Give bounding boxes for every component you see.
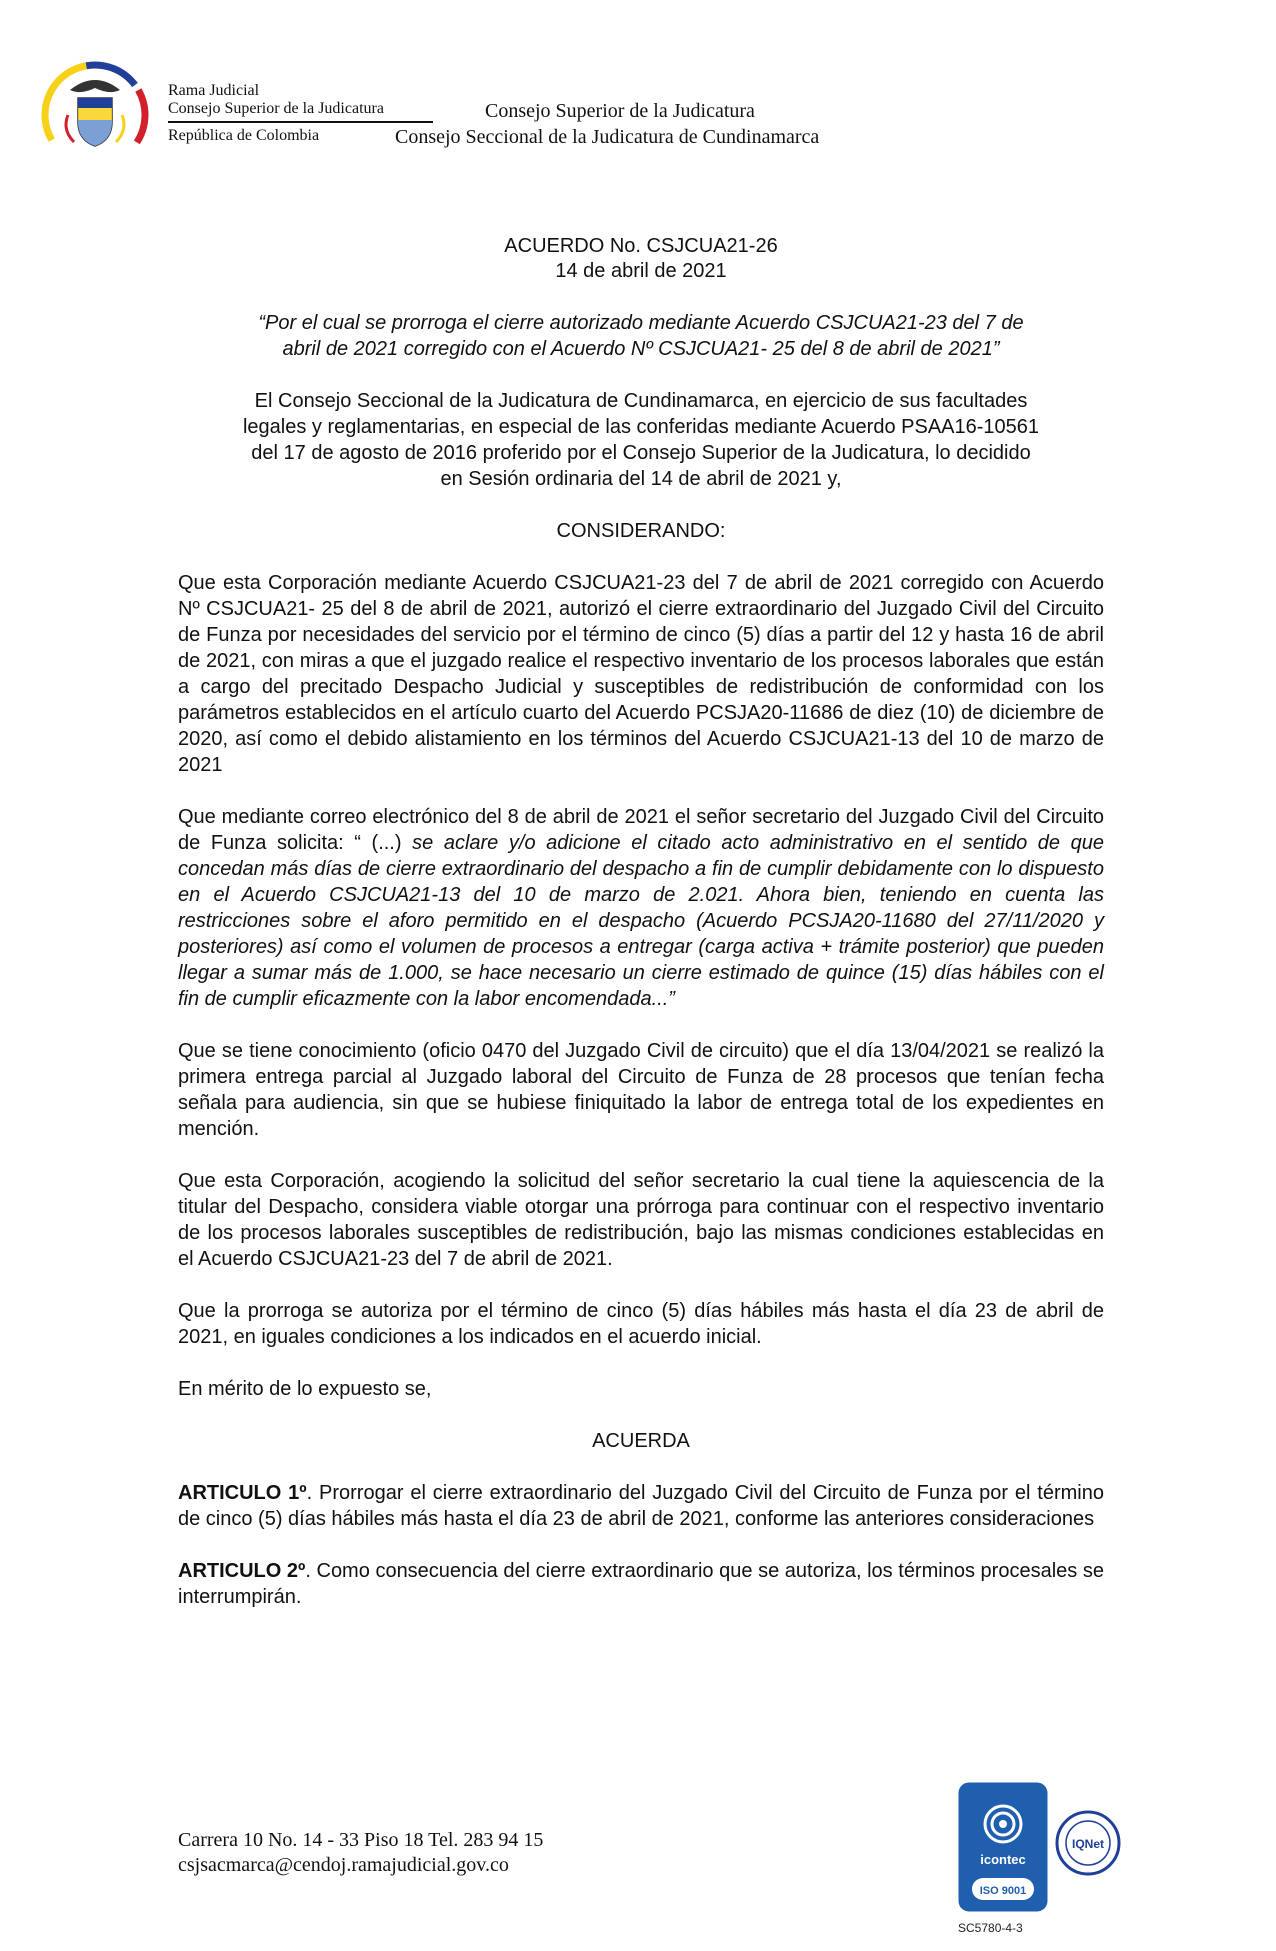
colombia-coat-of-arms-icon (40, 60, 150, 170)
paragraph-2 (178, 804, 1104, 1012)
article-2 (178, 1558, 1104, 1610)
article-2-text: . Como consecuencia del cierre extraordinario que se autoriza, los términos procesales se interrumpirán. (178, 1560, 1104, 1608)
cert-iso: ISO 9001 (979, 1885, 1027, 1897)
subject-line-2: abril de 2021 corregido con el Acuerdo Nº CSJCUA21- 25 del 8 de abril de 2021” (282, 338, 1000, 360)
brand-republica: República de Colombia (168, 127, 320, 144)
icontec-certification-icon (958, 1782, 1048, 1912)
paragraph-5: Que la prorroga se autoriza por el término de cinco (5) días hábiles más hasta el día 23 de abril de 2021, en iguales condiciones a los indicados en el acuerdo inicial. (178, 1300, 1104, 1348)
judicial-branch-logo-text (168, 82, 433, 145)
document-code: SC5780-4-3 (958, 1921, 1023, 1935)
acuerda-heading: ACUERDA (592, 1430, 690, 1452)
paragraph-2-quote: se aclare y/o adicione el citado acto administrativo en el sentido de que concedan más días de cierre extraordinario del despacho a fin de cumplir debidamente con lo dispuesto en el Acuerdo CSJCUA21-13 del 10 de marzo de 2.021. Ahora bien, teniendo en cuenta las restricciones sobre el aforo permitido en el despacho (Acuerdo PCSJA20-11680 del 27/11/2020 y posteriores) así como el volumen de procesos a entregar (carga activa + trámite posterior) que pueden llegar a sumar más de 1.000, se hace necesario un cierre estimado de quince (15) días hábiles con el fin de cumplir eficazmente con la labor encomendada...” (178, 832, 1104, 1010)
preamble-line-2: legales y reglamentarias, en especial de las conferidas mediante Acuerdo PSAA16-10561 (242, 416, 1040, 438)
preamble (178, 388, 1104, 492)
article-2-label: ARTICULO 2º (178, 1560, 306, 1582)
cert-name: icontec (980, 1852, 1026, 1867)
preamble-line-3: del 17 de agosto de 2016 proferido por el Consejo Superior de la Judicatura, lo decidido (251, 442, 1031, 464)
merito-line: En mérito de lo expuesto se, (178, 1378, 432, 1400)
agreement-date: 14 de abril de 2021 (555, 260, 727, 282)
preamble-line-1: El Consejo Seccional de la Judicatura de Cundinamarca, en ejercicio de sus facultades (254, 390, 1028, 412)
brand-rama-judicial: Rama Judicial (168, 82, 260, 99)
footer-contact (178, 1828, 543, 1878)
paragraph-3: Que se tiene conocimiento (oficio 0470 del Juzgado Civil de circuito) que el día 13/04/2021 se realizó la primera entrega parcial al Juzgado laboral del Circuito de Funza de 28 procesos que tenían fecha señala para audiencia, sin que se hubiese finiquitado la labor de entrega total de los expedientes en mención. (178, 1040, 1104, 1140)
council-line-1: Consejo Superior de la Judicatura (485, 100, 755, 122)
agreement-number: ACUERDO No. CSJCUA21-26 (504, 235, 778, 257)
article-1-label: ARTICULO 1º (178, 1482, 307, 1504)
council-line-2: Consejo Seccional de la Judicatura de Cundinamarca (395, 126, 820, 148)
footer-email: csjsacmarca@cendoj.ramajudicial.gov.co (178, 1854, 509, 1876)
paragraph-2-intro: Que mediante correo electrónico del 8 de abril de 2021 el señor secretario del Juzgado Civil del Circuito de Funza solicita: “ (...) (178, 806, 1104, 854)
article-1 (178, 1480, 1104, 1532)
brand-divider (168, 121, 433, 123)
iqnet-certification-icon (1055, 1810, 1121, 1876)
paragraph-1: Que esta Corporación mediante Acuerdo CSJCUA21-23 del 7 de abril de 2021 corregido con Acuerdo Nº CSJCUA21- 25 del 8 de abril de 2021, autorizó el cierre extraordinario del Juzgado Civil del Circuito de Funza por necesidades del servicio por el término de cinco (5) días a partir del 12 y hasta 16 de abril de 2021, con miras a que el juzgado realice el respectivo inventario de los procesos laborales que están a cargo del precitado Despacho Judicial y susceptibles de redistribución de conformidad con los parámetros establecidos en el artículo cuarto del Acuerdo PCSJA20-11686 de diez (10) de diciembre de 2020, así como el debido alistamiento en los términos del Acuerdo CSJCUA21-13 del 10 de marzo de 2021 (178, 572, 1104, 776)
preamble-line-4: en Sesión ordinaria del 14 de abril de 2021 y, (440, 468, 842, 490)
document-body (178, 234, 1104, 1610)
agreement-subject (178, 310, 1104, 362)
brand-consejo-superior: Consejo Superior de la Judicatura (168, 100, 384, 117)
subject-line-1: “Por el cual se prorroga el cierre autorizado mediante Acuerdo CSJCUA21-23 del 7 de (258, 312, 1024, 334)
iqnet-label: IQNet (1071, 1837, 1105, 1851)
paragraph-4: Que esta Corporación, acogiendo la solicitud del señor secretario la cual tiene la aquiescencia de la titular del Despacho, considera viable otorgar una prórroga para continuar con el respectivo inventario de los procesos laborales susceptibles de redistribución, bajo las mismas condiciones establecidas en el Acuerdo CSJCUA21-23 del 7 de abril de 2021. (178, 1170, 1104, 1270)
article-1-text: . Prorrogar el cierre extraordinario del Juzgado Civil del Circuito de Funza por el término de cinco (5) días hábiles más hasta el día 23 de abril de 2021, conforme las anteriores consideraciones (178, 1482, 1104, 1530)
considerando-heading: CONSIDERANDO: (556, 520, 726, 542)
footer-address: Carrera 10 No. 14 - 33 Piso 18 Tel. 283 94 15 (178, 1829, 544, 1851)
letterhead (40, 60, 1040, 170)
title-block (178, 234, 1104, 284)
